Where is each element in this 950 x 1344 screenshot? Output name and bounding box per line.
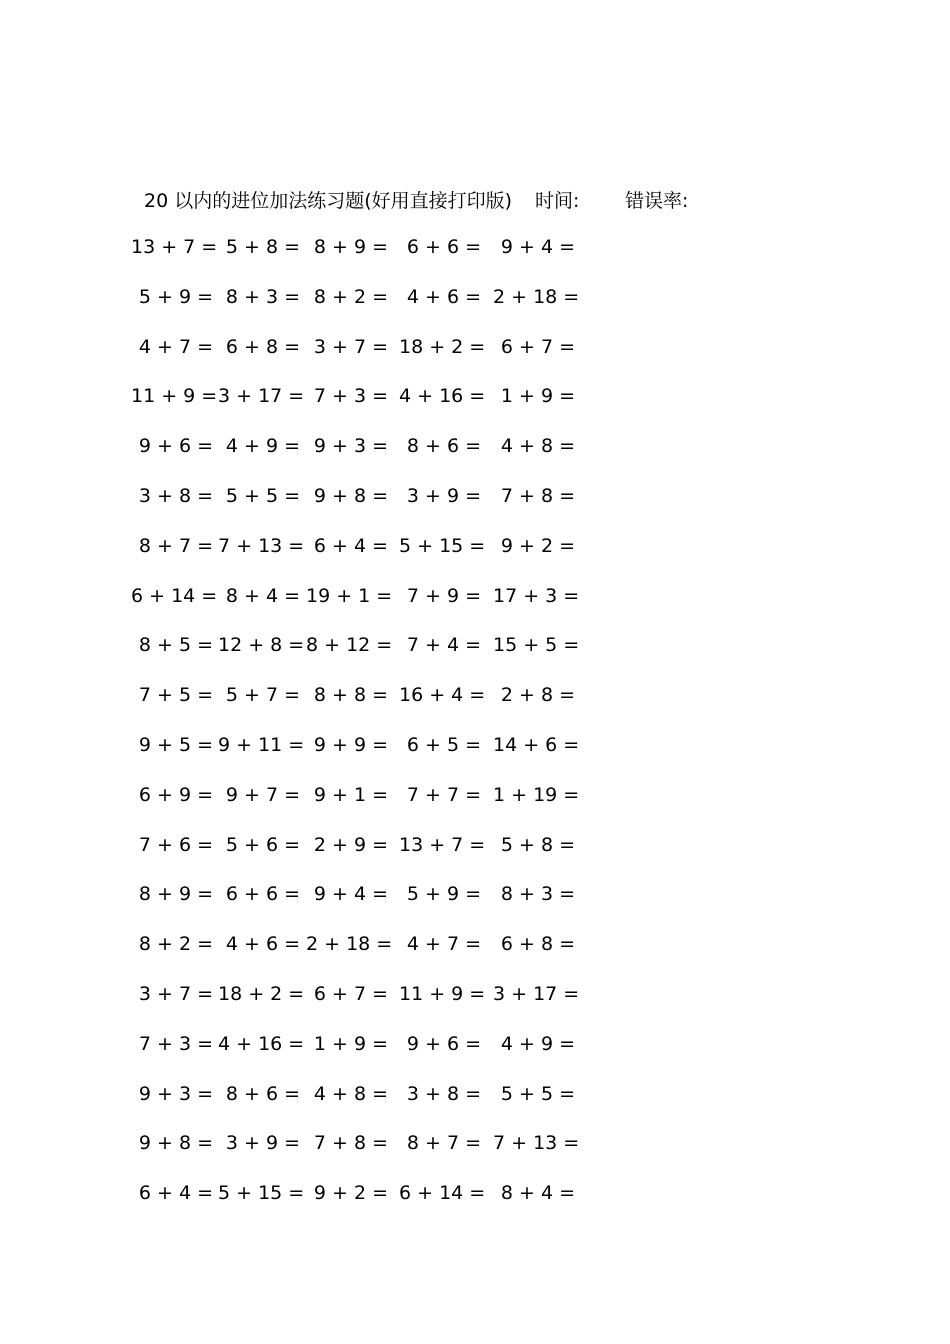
addition-problem: 8 + 8 = [313,684,388,707]
addition-problem: 7 + 13 = [218,534,305,557]
addition-problem: 3 + 17 = [218,385,305,408]
addition-problem: 8 + 6 = [406,435,481,458]
addition-problem: 6 + 7 = [313,983,388,1005]
addition-problem: 19 + 1 = [306,584,393,607]
addition-problem: 7 + 3 = [138,1032,213,1055]
addition-problem: 16 + 4 = [399,684,486,707]
addition-problem: 17 + 3 = [493,584,580,607]
addition-problem: 2 + 18 = [493,285,580,308]
addition-problem: 7 + 8 = [500,485,575,507]
addition-problem: 9 + 2 = [313,1182,388,1205]
addition-problem: 8 + 9 = [138,883,213,906]
addition-problem: 9 + 7 = [225,783,300,806]
addition-problem: 3 + 7 = [313,335,388,358]
addition-problem: 8 + 7 = [138,534,213,557]
addition-problem: 1 + 9 = [313,1032,388,1055]
addition-problem: 7 + 8 = [313,1132,388,1155]
time-label: 时间: [535,190,580,212]
addition-problem: 3 + 8 = [406,1082,481,1105]
addition-problem: 6 + 6 = [406,236,481,258]
addition-problem: 4 + 9 = [500,1032,575,1055]
addition-problem: 8 + 3 = [500,883,575,906]
addition-problem: 8 + 4 = [225,584,300,607]
addition-problem: 9 + 3 = [313,435,388,458]
addition-problem: 4 + 9 = [225,435,300,458]
addition-problem: 9 + 4 = [500,236,575,258]
addition-problem: 5 + 7 = [225,684,300,707]
addition-problem: 15 + 5 = [493,634,580,657]
addition-problem: 3 + 17 = [493,983,580,1005]
addition-problem: 4 + 16 = [218,1032,305,1055]
addition-problem: 9 + 2 = [500,534,575,557]
addition-problem: 5 + 8 = [500,833,575,856]
addition-problem: 7 + 4 = [406,634,481,657]
addition-problem: 5 + 5 = [225,485,300,507]
addition-problem: 6 + 4 = [138,1182,213,1205]
addition-problem: 4 + 6 = [406,285,481,308]
addition-problem: 9 + 1 = [313,783,388,806]
addition-problem: 9 + 4 = [313,883,388,906]
addition-problem: 3 + 7 = [138,983,213,1005]
addition-problem: 6 + 4 = [313,534,388,557]
addition-problem: 5 + 15 = [218,1182,305,1205]
addition-problem: 6 + 8 = [225,335,300,358]
addition-problem: 7 + 9 = [406,584,481,607]
addition-problem: 9 + 3 = [138,1082,213,1105]
addition-problem: 8 + 2 = [138,933,213,956]
addition-problem: 8 + 6 = [225,1082,300,1105]
addition-problem: 2 + 9 = [313,833,388,856]
addition-problem: 5 + 9 = [406,883,481,906]
addition-problem: 8 + 4 = [500,1182,575,1205]
addition-problem: 1 + 9 = [500,385,575,408]
addition-problem: 9 + 6 = [138,435,213,458]
addition-problem: 4 + 6 = [225,933,300,956]
addition-problem: 14 + 6 = [493,734,580,756]
addition-problem: 4 + 8 = [313,1082,388,1105]
addition-problem: 2 + 8 = [500,684,575,707]
addition-problem: 7 + 7 = [406,783,481,806]
addition-problem: 6 + 5 = [406,734,481,756]
addition-problem: 6 + 9 = [138,783,213,806]
error-rate-label: 错误率: [625,190,689,212]
addition-problem: 18 + 2 = [218,983,305,1005]
addition-problem: 9 + 6 = [406,1032,481,1055]
addition-problem: 13 + 7 = [399,833,486,856]
worksheet-title: 20 以内的进位加法练习题(好用直接打印版) [144,190,513,212]
addition-problem: 7 + 6 = [138,833,213,856]
addition-problem: 12 + 8 = [218,634,305,657]
addition-problem: 4 + 7 = [138,335,213,358]
addition-problem: 13 + 7 = [131,236,218,258]
addition-problem: 2 + 18 = [306,933,393,956]
addition-problem: 11 + 9 = [399,983,486,1005]
addition-problem: 6 + 7 = [500,335,575,358]
addition-problem: 6 + 8 = [500,933,575,956]
addition-problem: 4 + 8 = [500,435,575,458]
addition-problem: 8 + 7 = [406,1132,481,1155]
addition-problem: 8 + 9 = [313,236,388,258]
addition-problem: 11 + 9 = [131,385,218,408]
addition-problem: 1 + 19 = [493,783,580,806]
addition-problem: 8 + 3 = [225,285,300,308]
addition-problem: 7 + 13 = [493,1132,580,1155]
addition-problem: 5 + 8 = [225,236,300,258]
addition-problem: 3 + 8 = [138,485,213,507]
addition-problem: 6 + 14 = [131,584,218,607]
addition-problem: 4 + 7 = [406,933,481,956]
addition-problem: 7 + 3 = [313,385,388,408]
addition-problem: 9 + 8 = [313,485,388,507]
addition-problem: 9 + 8 = [138,1132,213,1155]
addition-problem: 8 + 2 = [313,285,388,308]
addition-problem: 3 + 9 = [406,485,481,507]
addition-problem: 9 + 11 = [218,734,305,756]
addition-problem: 5 + 15 = [399,534,486,557]
addition-problem: 5 + 9 = [138,285,213,308]
addition-problem: 6 + 6 = [225,883,300,906]
addition-problem: 9 + 9 = [313,734,388,756]
addition-problem: 6 + 14 = [399,1182,486,1205]
addition-problem: 5 + 5 = [500,1082,575,1105]
addition-problem: 18 + 2 = [399,335,486,358]
addition-problem: 7 + 5 = [138,684,213,707]
addition-problem: 5 + 6 = [225,833,300,856]
addition-problem: 9 + 5 = [138,734,213,756]
addition-problem: 8 + 12 = [306,634,393,657]
addition-problem: 3 + 9 = [225,1132,300,1155]
addition-problem: 4 + 16 = [399,385,486,408]
addition-problem: 8 + 5 = [138,634,213,657]
